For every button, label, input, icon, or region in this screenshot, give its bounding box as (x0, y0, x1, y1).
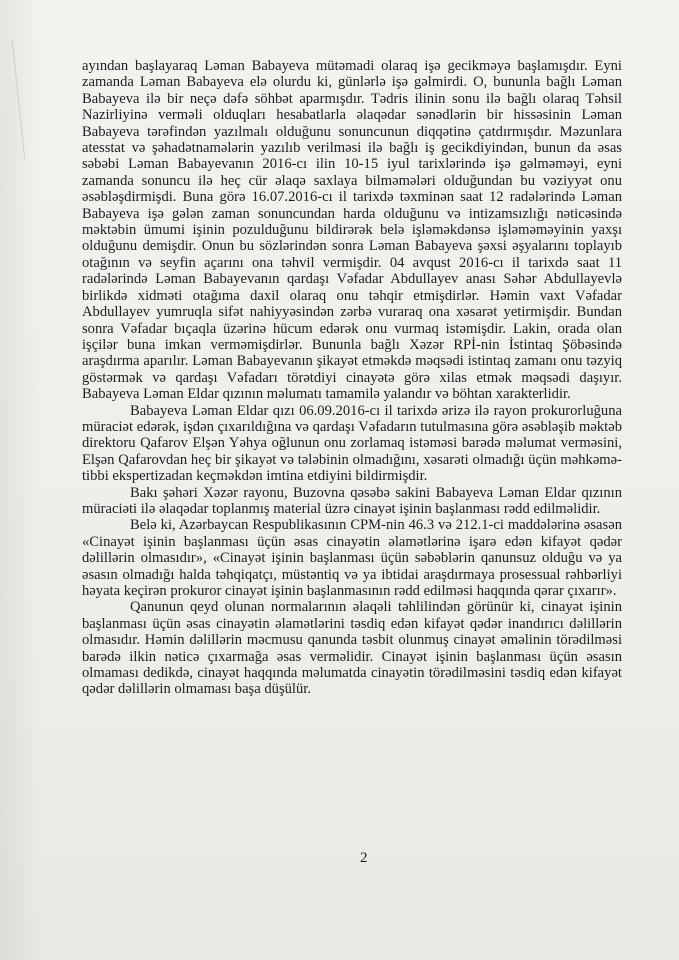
paragraph-4: Belə ki, Azərbaycan Respublikasının CPM-nin 46.3 və 212.1-ci maddələrinə əsasən «Cinayət işinin başlanması üçün əsas cinayətin əlamətlərinə işarə edən kifayət qədər dəlillərin olmasıdır», «Cinayət işinin başlanması üçün səbəblərin qanunsuz olduğu və ya əsasın olmadığı halda təhqiqatçı, müstəntiq və ya ibtidai araşdırmaya prosessual rəhbərliyi həyata keçirən prokuror cinayət işinin başlanmasının rədd edilməsi haqqında qərar çıxarır». (82, 517, 622, 599)
paragraph-2: Babayeva Ləman Eldar qızı 06.09.2016-cı il tarixdə ərizə ilə rayon prokurorluğuna müraciət edərək, işdən çıxarıldığına və qardaşı Vəfadarın tutulmasına görə əsəbləşib məktəb direktoru Qafarov Elşən Yəhya oğlunun onu zorlamaq istəməsi barədə məlumat verməsini, Elşən Qafarovdan heç bir şikayət və tələbinin olmadığını, xəsarəti olmadığı üçün məhkəmə-tibbi ekspertizadan keçməkdən imtina etdiyini bildirmişdir. (82, 402, 622, 485)
document-body (82, 58, 622, 698)
page-number: 2 (360, 850, 368, 866)
page-fold-shadow (0, 0, 40, 960)
paragraph-5: Qanunun qeyd olunan normalarının əlaqəli təhlilindən görünür ki, cinayət işinin başlanması üçün əsas cinayətin əlamətlərini təsdiq edən kifayət qədər inandırıcı dəlillərin olmasıdır. Həmin dəlillərin məcmusu qanunda təsbit olunmuş cinayət əməlinin törədilməsi barədə ilkin nəticə çıxarmağa əsas verməlidir. Cinayət işinin başlanması üçün əsasın olmaması dedikdə, cinayət haqqında məlumatda cinayətin törədilməsini təsdiq edən kifayət qədər dəlillərin olmaması başa düşülür. (82, 599, 622, 698)
paragraph-1: ayından başlayaraq Ləman Babayeva mütəmadi olaraq işə gecikməyə başlamışdır. Eyni zamanda Ləman Babayeva elə olurdu ki, günlərlə işə gəlmirdi. O, bununla bağlı Ləman Babayeva ilə bir neçə dəfə söhbət aparmışdır. Tədris ilinin sonu ilə bağlı olaraq Təhsil Nazirliyinə verməli olduqları hesabatlarla əlaqədar sənədlərin bir hissəsinin Ləman Babayeva tərəfindən yazılmalı olduğunu sonuncunun diqqətinə çatdırmışdır. Məzunlara atesstat və şəhadətnamələrin yazılıb verilməsi ilə bağlı iş gecikdiyindən, bunun da əsas səbəbi Ləman Babayevanın 2016-cı ilin 10-15 iyul tarixlərində işə gəlməməyi, eyni zamanda sonuncu ilə heç cür əlaqə saxlaya bilməmələri olduğundan bu vəziyyət onu əsəbləşdirmişdi. Buna görə 16.07.2016-cı il tarixdə təxminən saat 12 radələrində Ləman Babayeva işə gələn zaman sonuncundan harda olduğunu və intizamsızlığı nəticəsində məktəbin ümumi işinin pozulduğunu bildirərək belə işləməkdənsə işləməməyinin yaxşı olduğunu demişdir. Onun bu sözlərindən sonra Ləman Babayeva şəxsi əşyalarını toplayıb otağının və seyfin açarını ona təhvil vermişdir. 04 avqust 2016-cı il tarixdə saat 11 radələrində Ləman Babayevanın qardaşı Vəfadar Abdullayev anası Səhər Abdullayevlə birlikdə xidməti otağıma daxil olaraq onu təhqir etmişdirlər. Həmin vaxt Vəfadar Abdullayev yumruqla sifət nahiyyəsindən zərbə vuraraq ona xəsarət yetirmişdir. Bundan sonra Vəfadar bıçaqla üzərinə hücum edərək onu vurmaq istəmişdir. Lakin, orada olan işçilər buna imkan verməmişdirlər. Bununla bağlı Xəzər RPİ-nin İstintaq Şöbəsində araşdırma aparılır. Ləman Babayevanın şikayət etməkdə məqsədi istintaq zamanı onu təzyiq göstərmək və qardaşı Vəfadarı törətdiyi cinayətə görə xilas etmək məqsədi daşıyır. Babayeva Ləman Eldar qızının məlumatı tamamilə yalandır və böhtan xarakterlidir. (82, 58, 622, 403)
paragraph-3: Bakı şəhəri Xəzər rayonu, Buzovna qəsəbə sakini Babayeva Ləman Eldar qızının müraciəti ilə əlaqədar toplanmış material üzrə cinayət işinin başlanması rədd edilməlidir. (82, 484, 622, 517)
